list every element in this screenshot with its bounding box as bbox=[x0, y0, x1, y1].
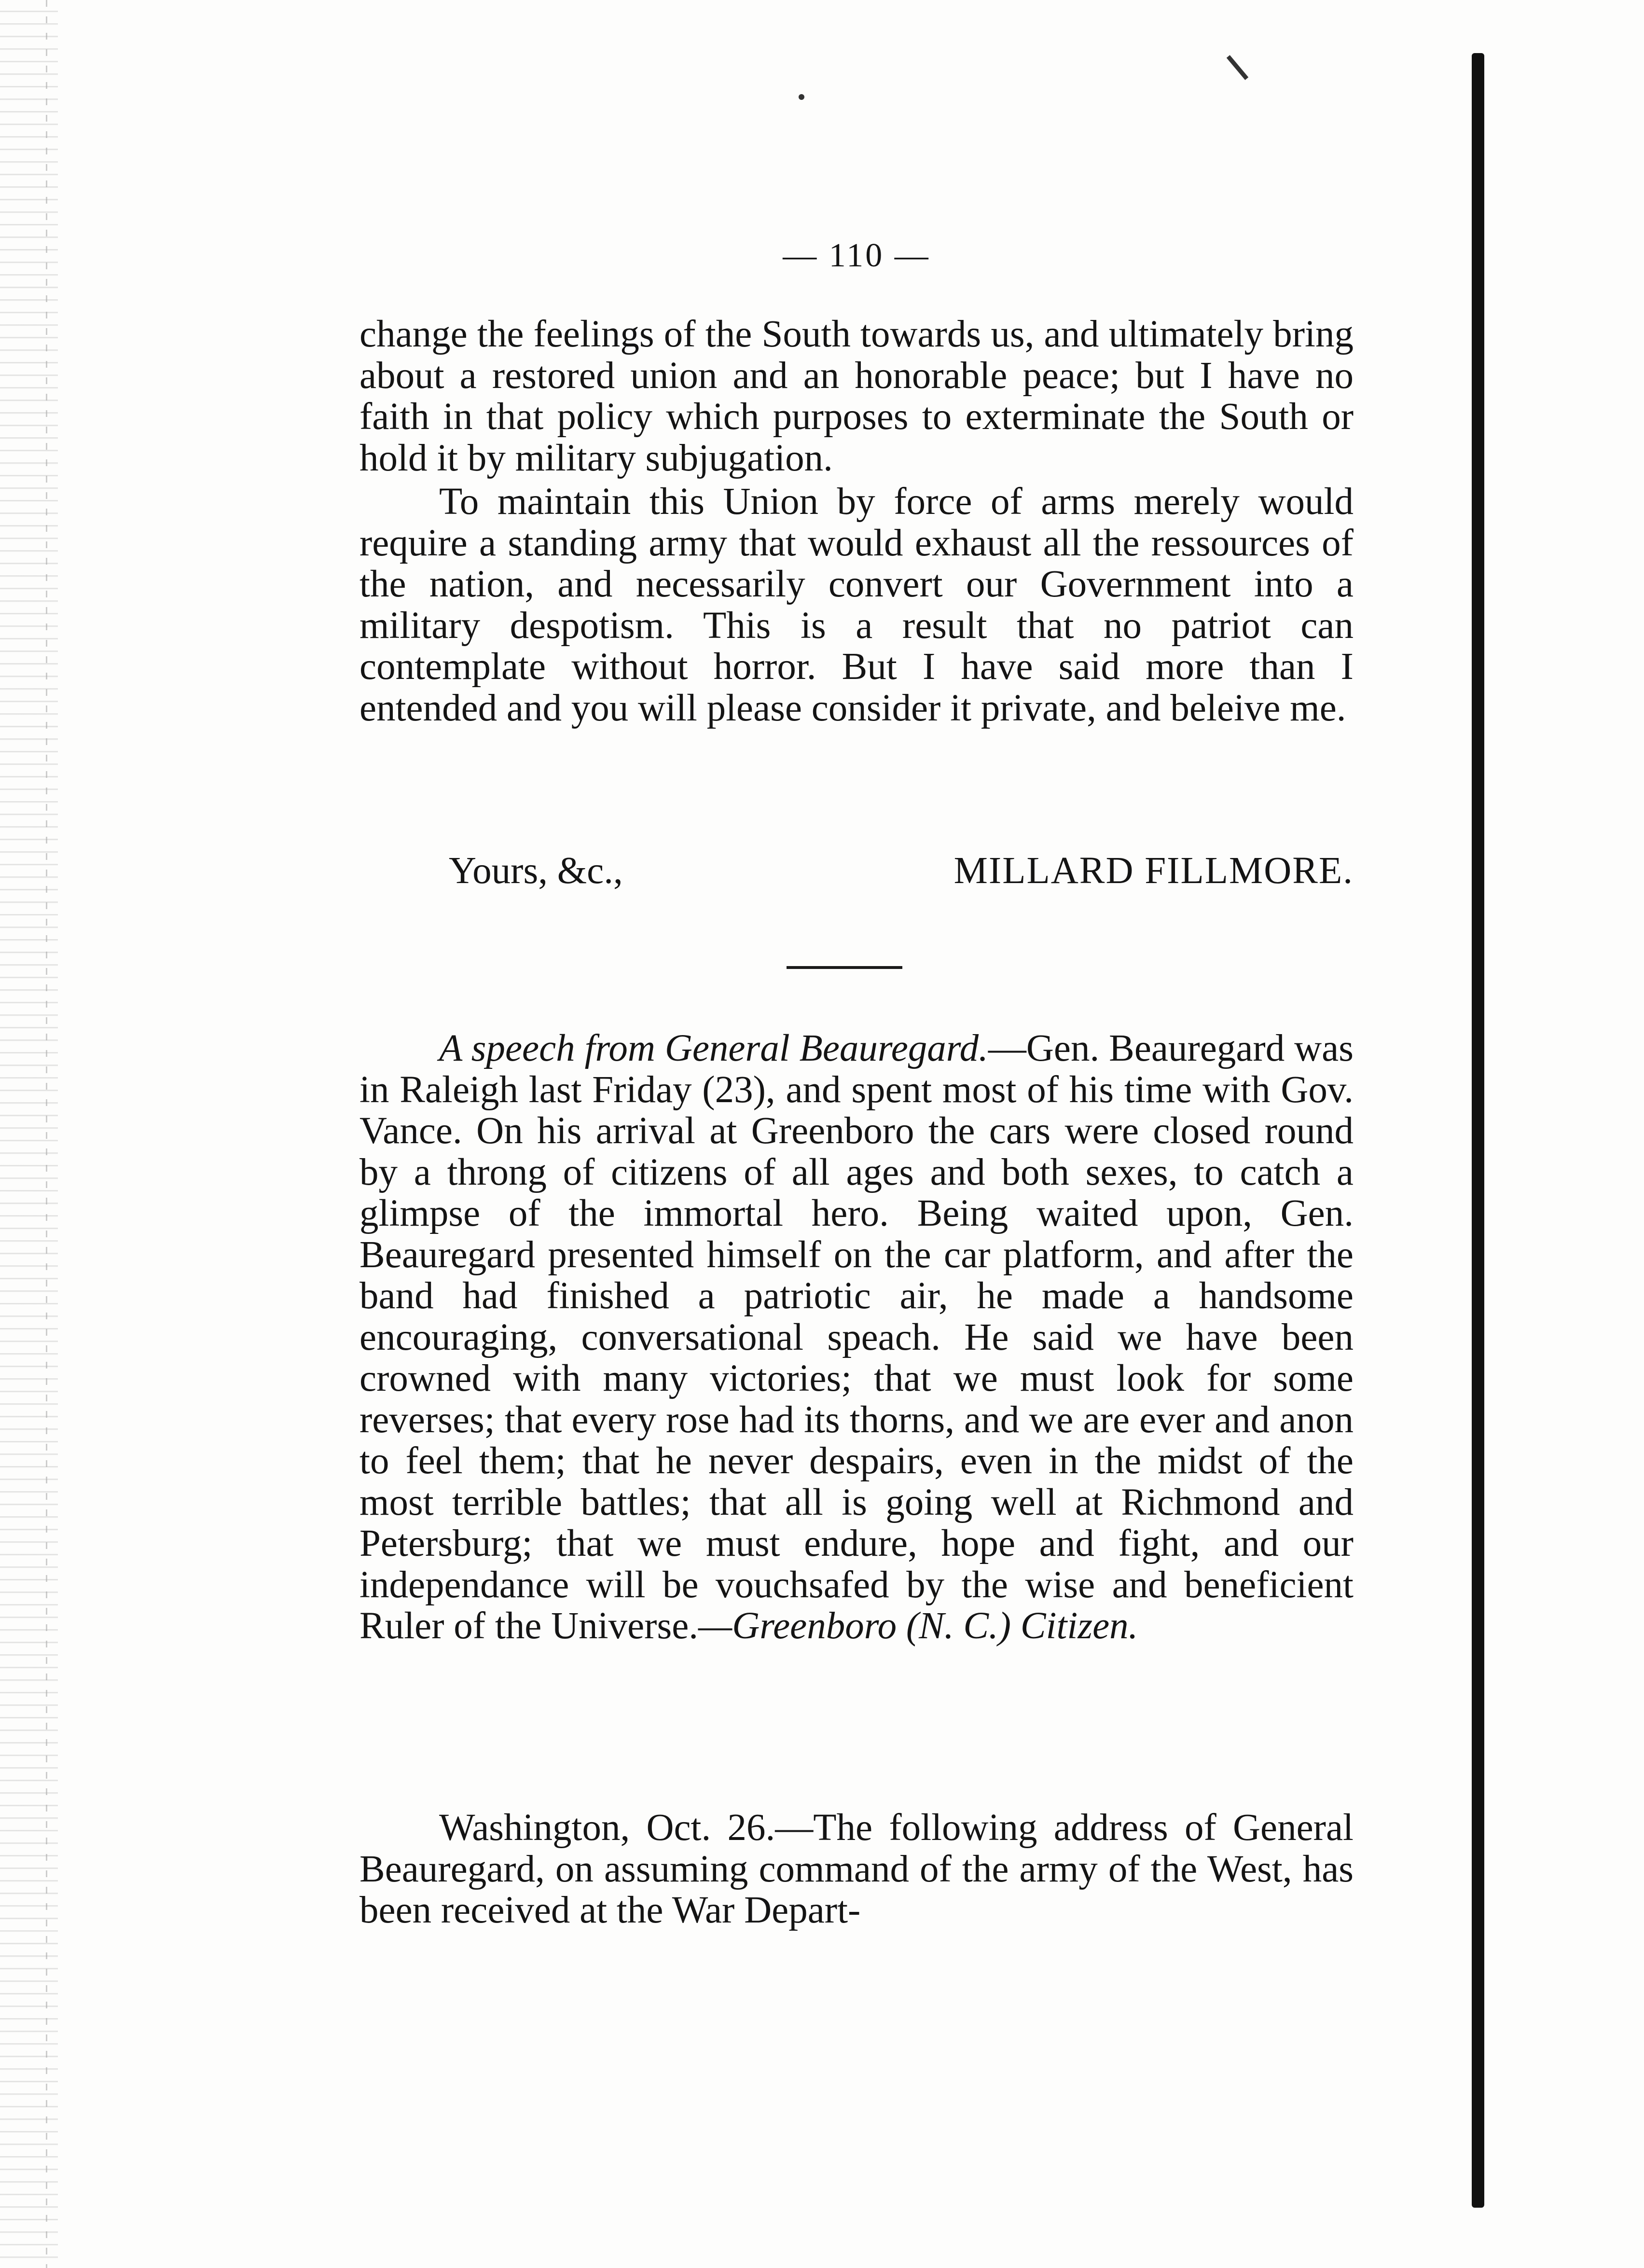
letter-block bbox=[359, 314, 1354, 729]
ink-mark bbox=[1227, 55, 1248, 80]
article-text: —Gen. Beauregard was in Raleigh last Friday (23), and spent most of his time with Gov. Vance. On his arrival at Greenboro the cars were closed round by a throng of citizens of all ages and both sexes, to catch a glimpse of the immortal hero. Being waited upon, Gen. Beauregard presented himself on the car platform, and after the band had finished a patriotic air, he made a handsome encouraging, conversational speach. He said we have been crowned with many victories; that we must look for some reverses; that every rose had its thorns, and we are ever and anon to feel them; that he never despairs, even in the midst of the most terrible battles; that all is going well at Richmond and Petersburg; that we must endure, hope and fight, and our independance will be vouchsafed by the wise and beneficient Ruler of the Universe. bbox=[359, 1027, 1354, 1647]
article-body bbox=[359, 1028, 1354, 1647]
letter-continuation: change the feelings of the South towards us, and ultimately bring about a restored union and an honorable peace; but I have no faith in that policy which purposes to exterminate the South or hold it by military subjugation. bbox=[359, 313, 1354, 479]
page-number: — 110 — bbox=[783, 237, 930, 274]
article-washington-dispatch bbox=[359, 1807, 1354, 1931]
article-source: —Greenboro (N. C.) Citizen. bbox=[698, 1605, 1138, 1647]
letter-closing: Yours, &c., bbox=[449, 850, 623, 892]
article-headline: A speech from General Beauregard. bbox=[439, 1027, 988, 1069]
section-divider bbox=[787, 966, 902, 969]
binding-edge bbox=[0, 0, 58, 2268]
dispatch-text: Washington, Oct. 26.—The following address of General Beauregard, on assuming command of the army of the West, has been received at the War Depart- bbox=[359, 1807, 1354, 1931]
article-beauregard-speech bbox=[359, 1028, 1354, 1647]
letter-signer: MILLARD FILLMORE. bbox=[953, 850, 1354, 892]
ink-mark bbox=[799, 94, 804, 100]
margin-rule bbox=[1472, 53, 1484, 2208]
letter-signature-row bbox=[359, 849, 1354, 898]
letter-paragraph: To maintain this Union by force of arms merely would require a standing army that would exhaust all the ressources of the nation, and necessarily convert our Government into a military despotism. This is a result that no patriot can contemplate without horror. But I have said more than I entended and you will please consider it private, and beleive me. bbox=[359, 481, 1354, 729]
